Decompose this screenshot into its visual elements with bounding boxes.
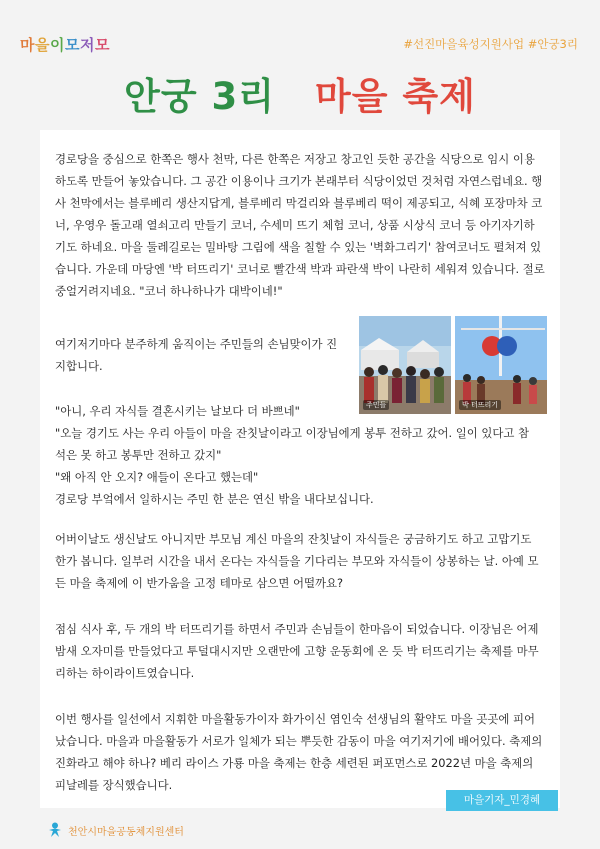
center-logo-icon (48, 822, 62, 838)
brand-logo (20, 34, 110, 55)
quote-line: "왜 아직 안 오지? 애들이 온다고 했는데" (55, 470, 259, 484)
article-quotes (55, 400, 545, 510)
article-paragraph-1: 경로당을 중심으로 한쪽은 행사 천막, 다른 한쪽은 저장고 창고인 듯한 공간을 식당으로 임시 이용하도록 만들어 놓았습니다. 그 공간 이용이나 크기가 본래부터 식당이었던 것처럼 자연스럽네요. 행사 천막에서는 블루베리 생산지답게, 블루베리 막걸리와 블루베리 떡이 제공되고, 식혜 포장마차 코너, 우영우 돌고래 열쇠고리 만들기 코너, 수세미 뜨기 체험 코너, 상품 시상식 코너 등 아기자기하기도 하네요. 마을 둘레길로는 밀바탕 그림에 색을 칠할 수 있는 '벽화그리기' 참여코너도 펼쳐져 있습니다. 가운데 마당엔 '박 터뜨리기' 코너로 빨간색 박과 파란색 박이 나란히 세워져 있습니다. 절로 중얼거려지네요. "코너 하나하나가 대박이네!" (55, 152, 545, 298)
article-paragraph-2: 여기저기마다 분주하게 움직이는 주민들의 손님맞이가 진지합니다. (55, 337, 338, 373)
photo-caption: 박 터뜨리기 (459, 400, 501, 410)
reporter-byline: 마을기자_민경혜 (446, 790, 558, 811)
brand-char: 을 (35, 36, 50, 54)
article-paragraph-5: 점심 식사 후, 두 개의 박 터뜨리기를 하면서 주민과 손님들이 한마음이 되었습니다. 이장님은 어제 밤새 오자미를 만들었다고 투덜대시지만 오랜만에 고향 운동회에 온 듯 박 터뜨리기는 축제를 마무리하는 하이라이트였습니다. (55, 622, 539, 680)
footer-org-name: 천안시마을공동체지원센터 (68, 826, 184, 838)
brand-char: 마 (20, 36, 35, 54)
brand-char: 저 (80, 36, 95, 54)
quote-line: "아니, 우리 자식들 결혼시키는 날보다 더 바쁘네" (55, 404, 300, 418)
quote-line: 석은 못 하고 봉투만 전하고 갔지" (55, 448, 222, 462)
photo-caption: 주민들 (363, 400, 389, 410)
brand-char: 이 (50, 36, 65, 54)
brand-char: 모 (95, 36, 110, 54)
article-paragraph-4: 어버이날도 생신날도 아니지만 부모님 계신 마을의 잔칫날이 자식들은 궁금하기도 하고 고맙기도 한가 봅니다. 일부러 시간을 내서 온다는 자식들을 기다리는 부모와 자식들이 상봉하는 날. 아예 모든 마을 축제에 이 반가움을 고정 테마로 삼으면 어떨까요? (55, 532, 539, 590)
title-festival: 마을 축제 (315, 75, 476, 118)
page-title (0, 66, 600, 120)
hashtags: #선진마을육성지원사업 #안궁3리 (403, 37, 578, 51)
article-card (40, 130, 560, 808)
quote-line: 경로당 부엌에서 일하시는 주민 한 분은 연신 밖을 내다보십니다. (55, 492, 374, 506)
brand-char: 모 (65, 36, 80, 54)
footer-org (48, 822, 184, 838)
quote-line: "오늘 경기도 사는 우리 아들이 마을 잔칫날이라고 이장님에게 봉투 전하고 갔어. 일이 있다고 참 (55, 426, 530, 440)
title-village: 안궁 3리 (124, 75, 275, 118)
article-paragraph-6: 이번 행사를 일선에서 지휘한 마을활동가이자 화가이신 염인숙 선생님의 활약도 마을 곳곳에 피어났습니다. 마을과 마을활동가 서로가 일체가 되는 뿌듯한 감동이 마을 여기저기에 배어있다. 축제의 진화라고 해야 하나? 베리 라이스 가룡 마을 축제는 한층 세련된 퍼포먼스로 2022년 마을 축제의 피날레를 장식했습니다. (55, 712, 543, 792)
blue-balloon (497, 336, 517, 356)
